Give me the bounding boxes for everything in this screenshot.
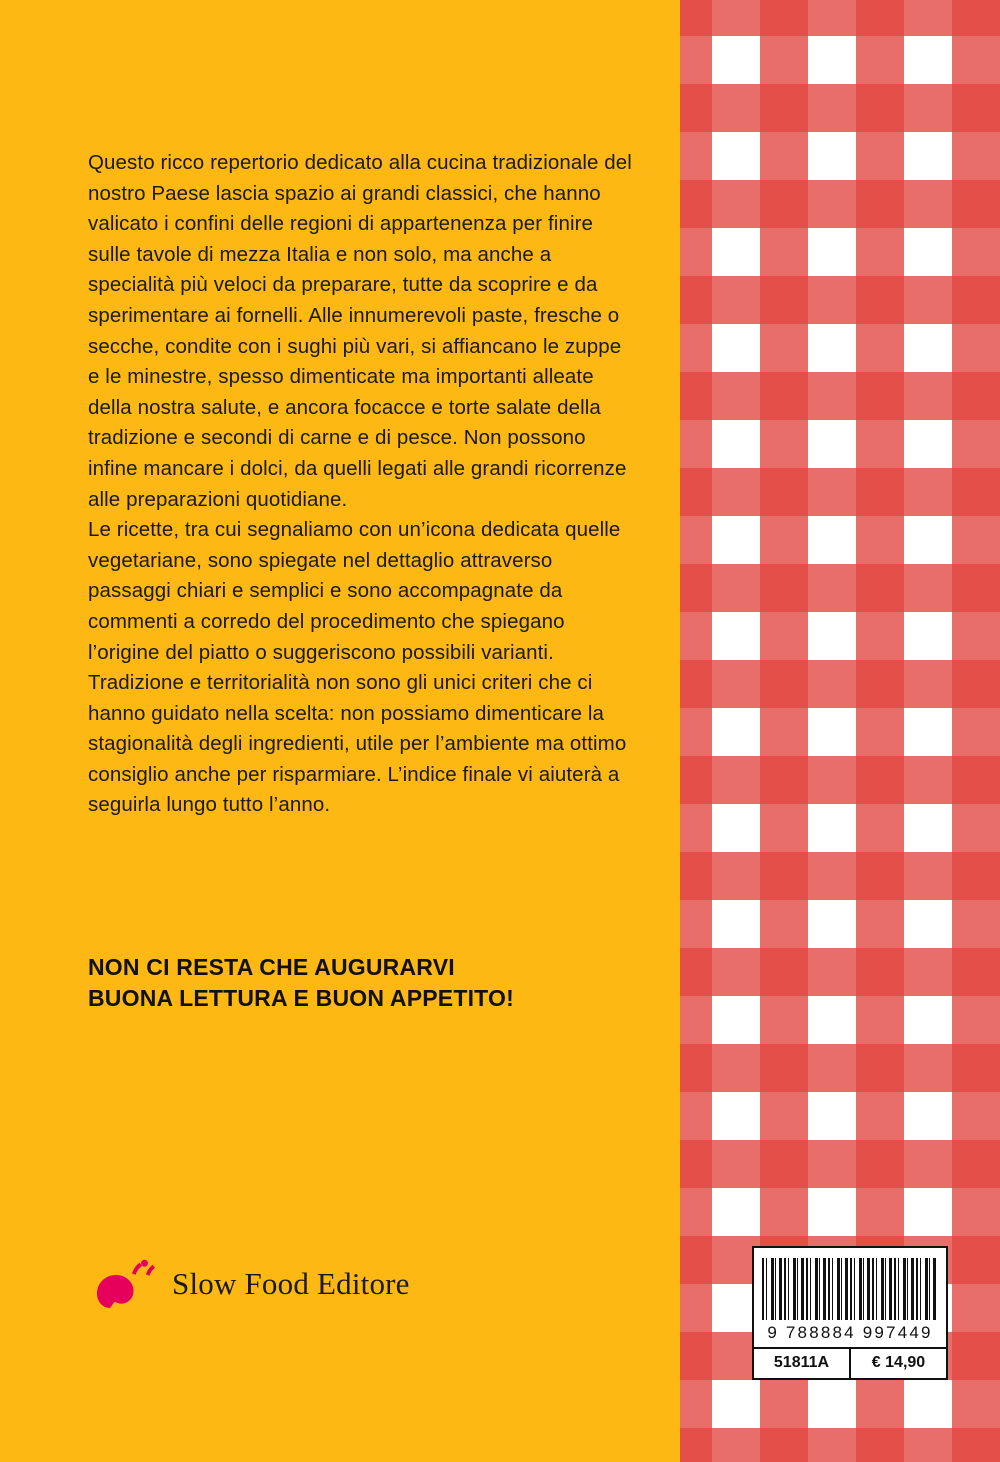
barcode-icon: [762, 1258, 938, 1320]
barcode-price: € 14,90: [871, 1354, 926, 1371]
snail-icon: [96, 1258, 158, 1310]
publisher-logo: [96, 1258, 410, 1310]
barcode-footer: [754, 1347, 946, 1378]
blurb-paragraph-2: Le ricette, tra cui segnaliamo con un’icona dedicata quelle vegetariane, sono spiegate nel dettaglio attraverso passaggi chiari e semplici e sono accompagnate da commenti a corredo del procedimento che spiegano l’origine del piatto o suggeriscono possibili varianti.: [88, 518, 621, 664]
publisher-name: Slow Food Editore: [172, 1266, 410, 1301]
blurb-paragraph-3: Tradizione e territorialità non sono gli unici criteri che ci hanno guidato nella scelta: non possiamo dimenticare la stagionalità degli ingredienti, utile per l’ambiente ma ottimo consiglio anche per risparmiare. L’indice finale vi aiuterà a seguirla lungo tutto l’anno.: [88, 671, 627, 817]
closing-line-1: NON CI RESTA CHE AUGURARVI: [88, 954, 455, 980]
blurb-paragraph-1: Questo ricco repertorio dedicato alla cucina tradizionale del nostro Paese lascia spazio ai grandi classici, che hanno valicato i confini delle regioni di appartenenza per finire sulle tavole di mezza Italia e non solo, ma anche a specialità più veloci da preparare, tutte da scoprire e da sperimentare ai fornelli. Alle innumerevoli paste, fresche o secche, condite con i sughi più vari, si affiancano le zuppe e le minestre, spesso dimenticate ma importanti alleate della nostra salute, e ancora focacce e torte salate della tradizione e secondi di carne e di pesce. Non possono infine mancare i dolci, da quelli legati alle grandi ricorrenze alle preparazioni quotidiane.: [88, 151, 632, 511]
blurb-text: [88, 148, 633, 821]
closing-statement: [88, 952, 648, 1014]
barcode-code: 51811A: [754, 1349, 851, 1378]
gingham-pattern-band: [680, 0, 1000, 1462]
barcode-block: [752, 1246, 948, 1380]
closing-line-2: BUONA LETTURA E BUON APPETITO!: [88, 985, 514, 1011]
barcode-number: 9 788884 997449: [767, 1323, 933, 1342]
